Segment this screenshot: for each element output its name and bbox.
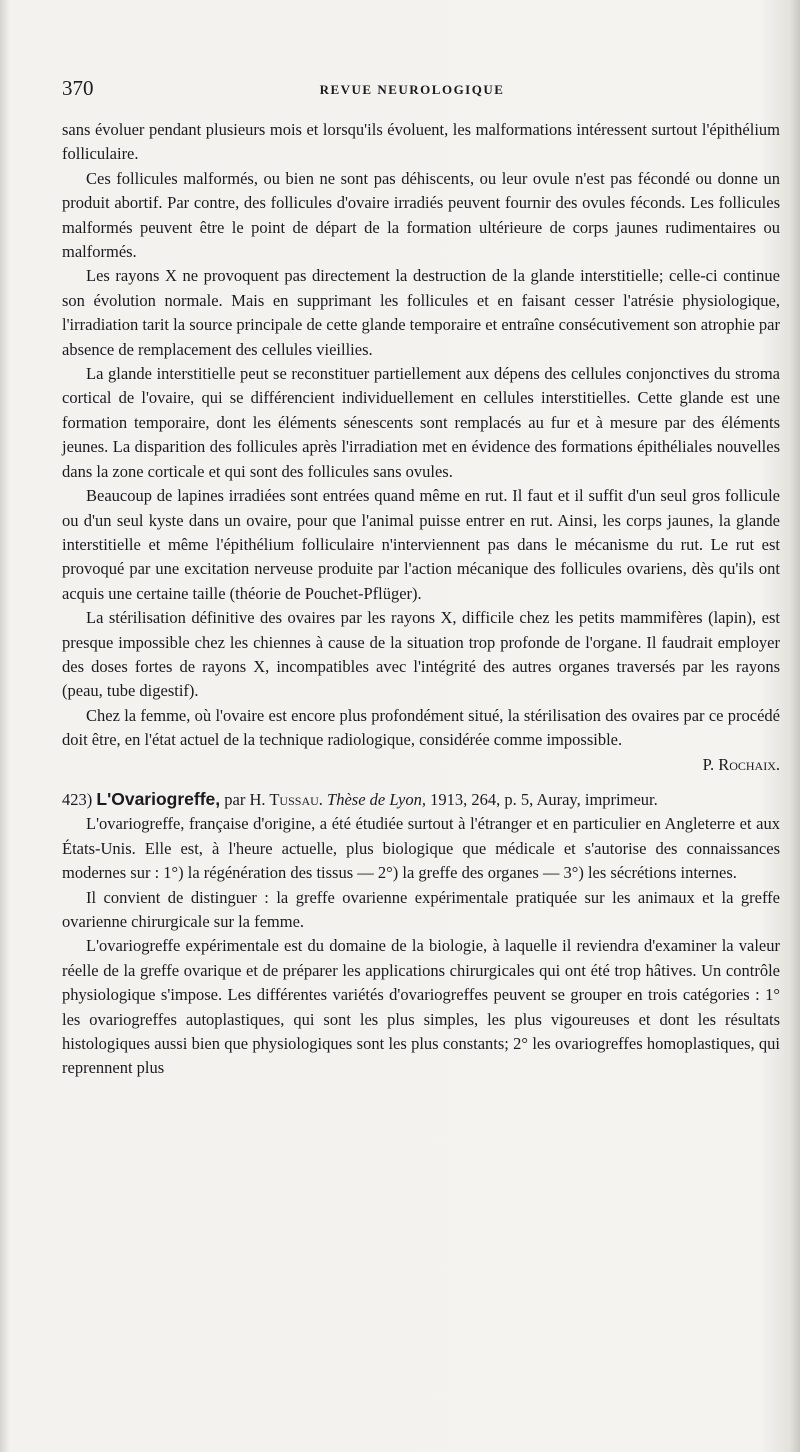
signature-text: P. Rochaix. xyxy=(702,754,780,774)
article-body xyxy=(62,118,780,1081)
review-heading xyxy=(62,787,780,812)
review-paragraph: L'ovariogreffe, française d'origine, a été étudiée surtout à l'étranger et en particulier en Angleterre et aux États-Unis. Elle est, à l'heure actuelle, plus biologique que médicale et s'autorise des connaissances modernes sur : 1°) la régénération des tissus — 2°) la greffe des organes — 3°) les sécrétions internes. xyxy=(62,814,780,883)
paragraph: Ces follicules malformés, ou bien ne sont pas déhiscents, ou leur ovule n'est pas fécondé ou donne un produit abortif. Par contre, des follicules d'ovaire irradiés peuvent fournir des ovules féconds. Les follicules malformés peuvent être le point de départ de la formation ultérieure de corps jaunes rudimentaires ou malformés. xyxy=(62,168,780,262)
page-header xyxy=(62,76,762,106)
review-paragraph: Il convient de distinguer : la greffe ovarienne expérimentale pratiquée sur les animaux et la greffe ovarienne chirurgicale sur la femme. xyxy=(62,887,780,931)
page-number: 370 xyxy=(62,76,94,100)
paragraph: Chez la femme, où l'ovaire est encore plus profondément situé, la stérilisation des ovaires par ce procédé doit être, en l'état actuel de la technique radiologique, considérée comme impossible. xyxy=(62,705,780,750)
review-number: 423) xyxy=(62,789,93,809)
author-signature xyxy=(62,753,780,777)
review-title: L'Ovariogreffe, xyxy=(96,788,221,809)
review-details: 1913, 264, p. 5, Auray, imprimeur. xyxy=(430,789,658,809)
review-author: H. Tussau. xyxy=(249,789,323,809)
paragraph: Les rayons X ne provoquent pas directement la destruction de la glande interstitielle; celle-ci continue son évolution normale. Mais en supprimant les follicules et en faisant cesser l'atrésie physiologique, l'irradiation tarit la source principale de cette glande temporaire et entraîne consécutivement son atrophie par absence de remplacement des cellules vieillies. xyxy=(62,266,780,359)
paragraph: La glande interstitielle peut se reconstituer partiellement aux dépens des cellules conjonctives du stroma cortical de l'ovaire, qui se différencient individuellement en cellules interstitielles. Cette glande est une formation temporaire, dont les éléments sénescents sont remplacés au fur et à mesure par des éléments jeunes. La disparition des follicules après l'irradiation met en évidence des formations épithéliales nouvelles dans la zone corticale et qui sont des follicules sans ovules. xyxy=(62,364,780,481)
paragraph: La stérilisation définitive des ovaires par les rayons X, difficile chez les petits mammifères (lapin), est presque impossible chez les chiennes à cause de la situation trop profonde de l'organe. Il faudrait employer des doses fortes de rayons X, incompatibles avec l'intégrité des autres organes traversés par les rayons (peau, tube digestif). xyxy=(62,608,780,701)
review-source: Thèse de Lyon, xyxy=(327,789,426,809)
review-by: par xyxy=(224,789,246,809)
paragraph: sans évoluer pendant plusieurs mois et lorsqu'ils évoluent, les malformations intéressent surtout l'épithélium folliculaire. xyxy=(62,120,780,164)
review-paragraph: L'ovariogreffe expérimentale est du domaine de la biologie, à laquelle il reviendra d'examiner la valeur réelle de la greffe ovarique et de préparer les applications chirurgicales qui ont été trop hâtives. Un contrôle physiologique s'impose. Les différentes variétés d'ovariogreffes peuvent se grouper en trois catégories : 1° les ovariogreffes autoplastiques, qui sont les plus simples, les plus vigoureuses et dont les résultats histologiques aussi bien que physiologiques sont les plus constants; 2° les ovariogreffes homoplastiques, qui reprennent plus xyxy=(62,936,780,1078)
paragraph: Beaucoup de lapines irradiées sont entrées quand même en rut. Il faut et il suffit d'un seul gros follicule ou d'un seul kyste dans un ovaire, pour que l'animal puisse entrer en rut. Ainsi, les corps jaunes, la glande interstitielle et même l'épithélium folliculaire n'interviennent pas dans le mécanisme du rut. Le rut est provoqué par une excitation nerveuse produite par l'action mécanique des follicules ovariens, dès qu'ils ont acquis une certaine taille (théorie de Pouchet-Pflüger). xyxy=(62,486,780,603)
journal-title: REVUE NEUROLOGIQUE xyxy=(319,82,505,97)
